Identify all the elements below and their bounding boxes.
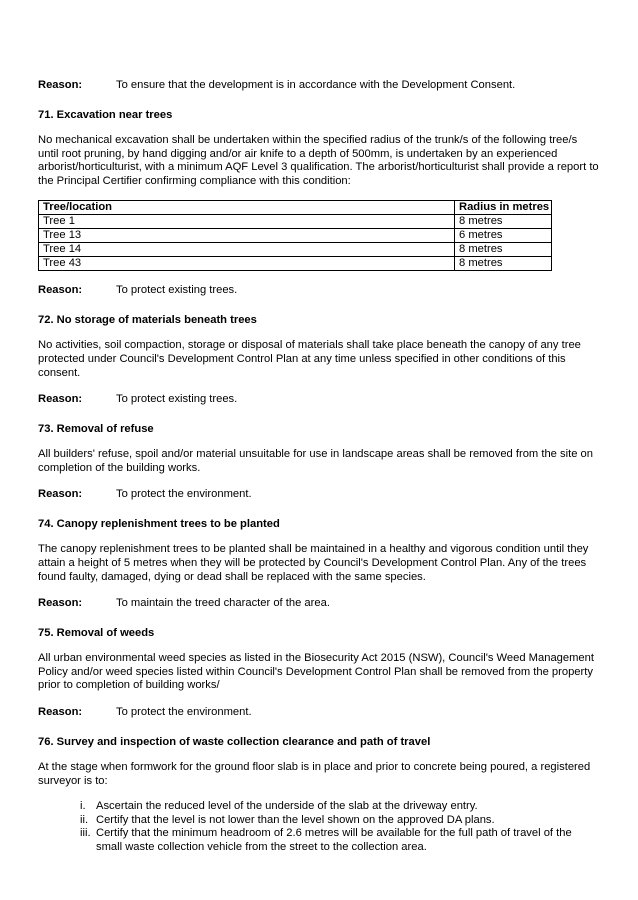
condition-75-body: All urban environmental weed species as listed in the Biosecurity Act 2015 (NSW), Council's Weed Management Policy and/or weed species listed within Council's Development Control Plan shall be removed from the property prior to completion of building works/ (38, 652, 594, 692)
condition-71-title: 71. Excavation near trees (38, 109, 173, 121)
condition-76-body: At the stage when formwork for the ground floor slab is in place and prior to concrete being poured, a registered surveyor is to: (38, 760, 591, 787)
reason-label: Reason: (38, 284, 83, 297)
survey-requirements-list (38, 800, 600, 854)
condition-72-title: 72. No storage of materials beneath trees (38, 314, 257, 327)
list-item-text: Certify that the level is not lower than the level shown on the approved DA plans. (96, 813, 495, 826)
table-cell: Tree 13 (39, 229, 455, 243)
table-cell: 8 metres (455, 215, 552, 229)
list-item-number: ii. (80, 813, 89, 826)
reason-label: Reason: (38, 705, 83, 718)
reason-label: Reason: (38, 597, 83, 610)
condition-73-body: All builders' refuse, spoil and/or material unsuitable for use in landscape areas shall be removed from the site on completion of the building works. (38, 448, 593, 474)
table-cell: Tree 1 (39, 215, 455, 229)
reason-text: To maintain the treed character of the area. (116, 597, 330, 610)
condition-75-title: 75. Removal of weeds (38, 627, 155, 640)
list-item (38, 827, 600, 854)
reason-label: Reason: (38, 488, 83, 501)
tree-radius-table (38, 200, 552, 271)
list-item-number: iii. (80, 827, 91, 840)
document-page (38, 78, 600, 854)
table-cell: 6 metres (455, 229, 552, 243)
condition-74-title: 74. Canopy replenishment trees to be planted (38, 518, 280, 531)
list-item-text: Ascertain the reduced level of the underside of the slab at the driveway entry. (96, 800, 478, 813)
list-item (38, 814, 600, 828)
table-row (39, 257, 552, 271)
reason-line (38, 705, 600, 719)
table-header-row (39, 201, 552, 215)
condition-76-title: 76. Survey and inspection of waste collection clearance and path of travel (38, 735, 431, 748)
condition-71-body: No mechanical excavation shall be undertaken within the specified radius of the trunk/s of the following tree/s until root pruning, by hand digging and/or air knife to a depth of 500mm, is undertaken by an experienced arborist/horticulturist, with a minimum AQF Level 3 qualification. The arborist/horticulturist shall provide a report to the Principal Certifier confirming compliance with this condition: (38, 134, 599, 187)
table-row (39, 215, 552, 229)
column-header-radius: Radius in metres (455, 201, 552, 215)
table-cell: Tree 43 (39, 257, 455, 271)
table-row (39, 243, 552, 257)
condition-74-body: The canopy replenishment trees to be planted shall be maintained in a healthy and vigorous condition until they attain a height of 5 metres when they will be protected by Council's Development Control Plan. Any of the trees found faulty, damaged, dying or dead shall be replaced with the same species. (38, 543, 589, 583)
column-header-tree-location: Tree/location (39, 201, 455, 215)
table-cell: Tree 14 (39, 243, 455, 257)
list-item (38, 800, 600, 814)
list-item-text: Certify that the minimum headroom of 2.6 metres will be available for the full path of travel of the small waste collection vehicle from the street to the collection area. (96, 827, 572, 853)
reason-line (38, 78, 600, 92)
reason-text: To ensure that the development is in accordance with the Development Consent. (116, 79, 516, 91)
reason-text: To protect the environment. (116, 488, 252, 501)
reason-text: To protect existing trees. (116, 284, 238, 297)
condition-73-title: 73. Removal of refuse (38, 423, 154, 436)
table-cell: 8 metres (455, 257, 552, 271)
reason-label: Reason: (38, 393, 83, 406)
reason-line (38, 487, 600, 501)
reason-label: Reason: (38, 79, 83, 91)
reason-line (38, 596, 600, 610)
reason-text: To protect the environment. (116, 705, 252, 718)
table-cell: 8 metres (455, 243, 552, 257)
reason-line (38, 283, 600, 297)
list-item-number: i. (80, 800, 86, 813)
table-row (39, 229, 552, 243)
reason-text: To protect existing trees. (116, 393, 238, 406)
condition-72-body: No activities, soil compaction, storage or disposal of materials shall take place beneath the canopy of any tree protected under Council's Development Control Plan at any time unless specified in other conditions of this consent. (38, 339, 581, 379)
reason-line (38, 392, 600, 406)
